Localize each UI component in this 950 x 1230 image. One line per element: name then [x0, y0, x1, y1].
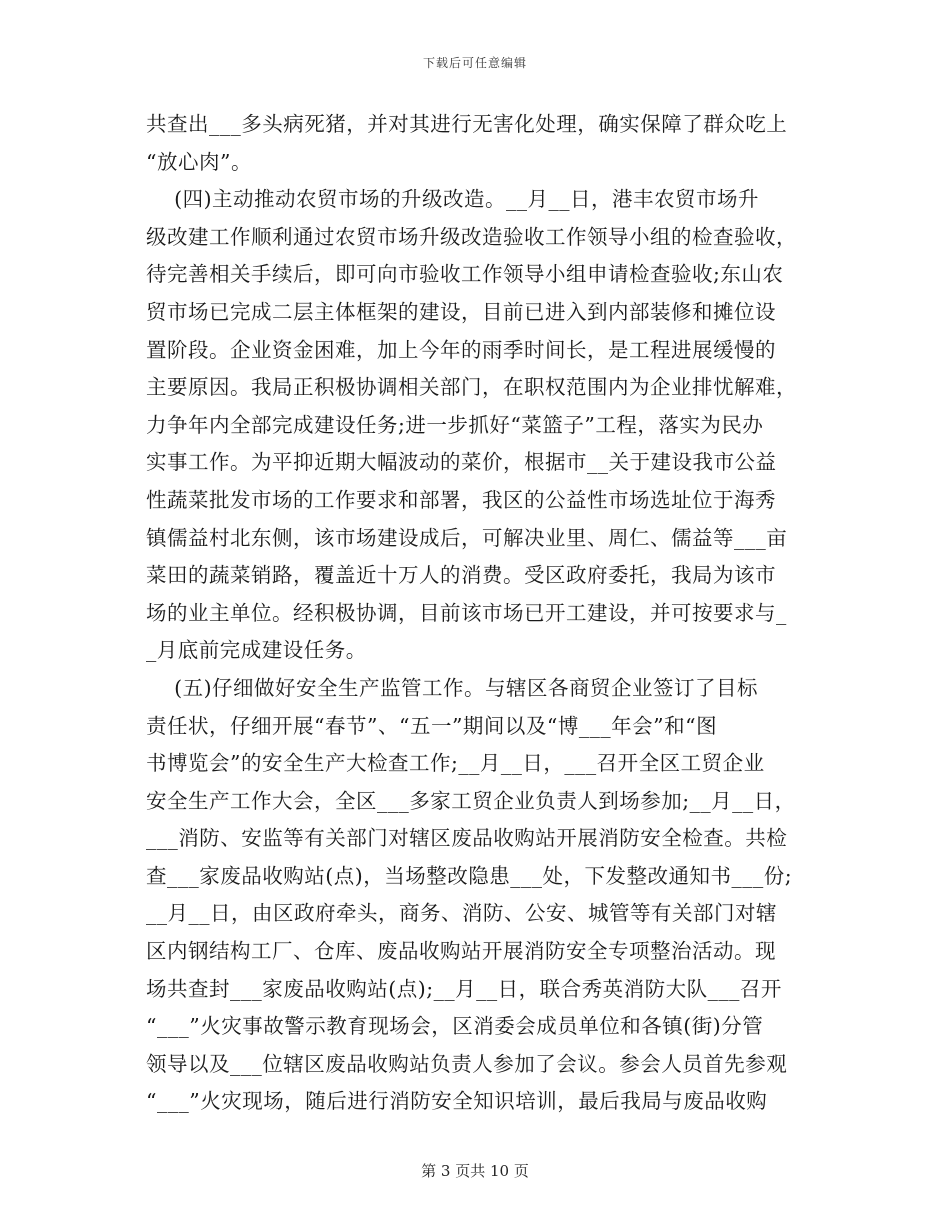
text-line: 实事工作。为平抑近期大幅波动的菜价，根据市__关于建设我市公益	[146, 450, 777, 475]
text-line: 贸市场已完成二层主体框架的建设，目前已进入到内部装修和摊位设	[146, 299, 776, 324]
text-line: 置阶段。企业资金困难，加上今年的雨季时间长，是工程进展缓慢的	[146, 337, 776, 362]
text-line: 场共查封___家废品收购站(点);__月__日，联合秀英消防大队___召开	[146, 976, 782, 1001]
text-line: 菜田的蔬菜销路，覆盖近十万人的消费。受区政府委托，我局为该市	[146, 563, 776, 588]
text-line: 查___家废品收购站(点)，当场整改隐患___处，下发整改通知书___份;	[146, 863, 793, 888]
text-line: (四)主动推动农贸市场的升级改造。__月__日，港丰农贸市场升	[146, 187, 760, 212]
text-line: 力争年内全部完成建设任务;进一步抓好“菜篮子”工程，落实为民办	[146, 412, 764, 437]
text-line: 责任状，仔细开展“春节”、“五一”期间以及“博___年会”和“图	[146, 713, 718, 738]
text-line: “放心肉”。	[146, 149, 252, 174]
text-line: ___消防、安监等有关部门对辖区废品收购站开展消防安全检查。共检	[146, 826, 788, 851]
document-body	[146, 106, 806, 1121]
text-line: 待完善相关手续后，即可向市验收工作领导小组申请检查验收;东山农	[146, 262, 784, 287]
text-line: 领导以及___位辖区废品收购站负责人参加了会议。参会人员首先参观	[146, 1051, 788, 1076]
page-header: 下载后可任意编辑	[422, 56, 527, 70]
text-line: 书博览会”的安全生产大检查工作;__月__日，___召开全区工贸企业	[146, 751, 765, 776]
text-line: 镇儒益村北东侧，该市场建设成后，可解决业里、周仁、儒益等___亩	[146, 525, 788, 550]
page-footer: 第 3 页共 10 页	[421, 1162, 529, 1180]
text-line: “___”火灾现场，随后进行消防安全知识培训，最后我局与废品收购	[146, 1089, 768, 1114]
text-line: _月底前完成建设任务。	[146, 638, 367, 663]
text-line: 场的业主单位。经积极协调，目前该市场已开工建设，并可按要求与_	[146, 600, 787, 625]
text-line: 安全生产工作大会，全区___多家工贸企业负责人到场参加;__月__日，	[146, 788, 796, 813]
text-line: “___”火灾事故警示教育现场会，区消委会成员单位和各镇(街)分管	[146, 1014, 764, 1039]
text-line: 共查出___多头病死猪，并对其进行无害化处理，确实保障了群众吃上	[146, 112, 788, 136]
text-line: 区内钢结构工厂、仓库、废品收购站开展消防安全专项整治活动。现	[146, 939, 776, 964]
text-line: 级改建工作顺利通过农贸市场升级改造验收工作领导小组的检查验收，	[146, 224, 797, 249]
text-line: __月__日，由区政府牵头，商务、消防、公安、城管等有关部门对辖	[146, 901, 777, 926]
text-line: 主要原因。我局正积极协调相关部门，在职权范围内为企业排忧解难，	[146, 375, 797, 400]
text-line: (五)仔细做好安全生产监管工作。与辖区各商贸企业签订了目标	[146, 675, 759, 700]
text-line: 性蔬菜批发市场的工作要求和部署，我区的公益性市场选址位于海秀	[146, 487, 776, 512]
